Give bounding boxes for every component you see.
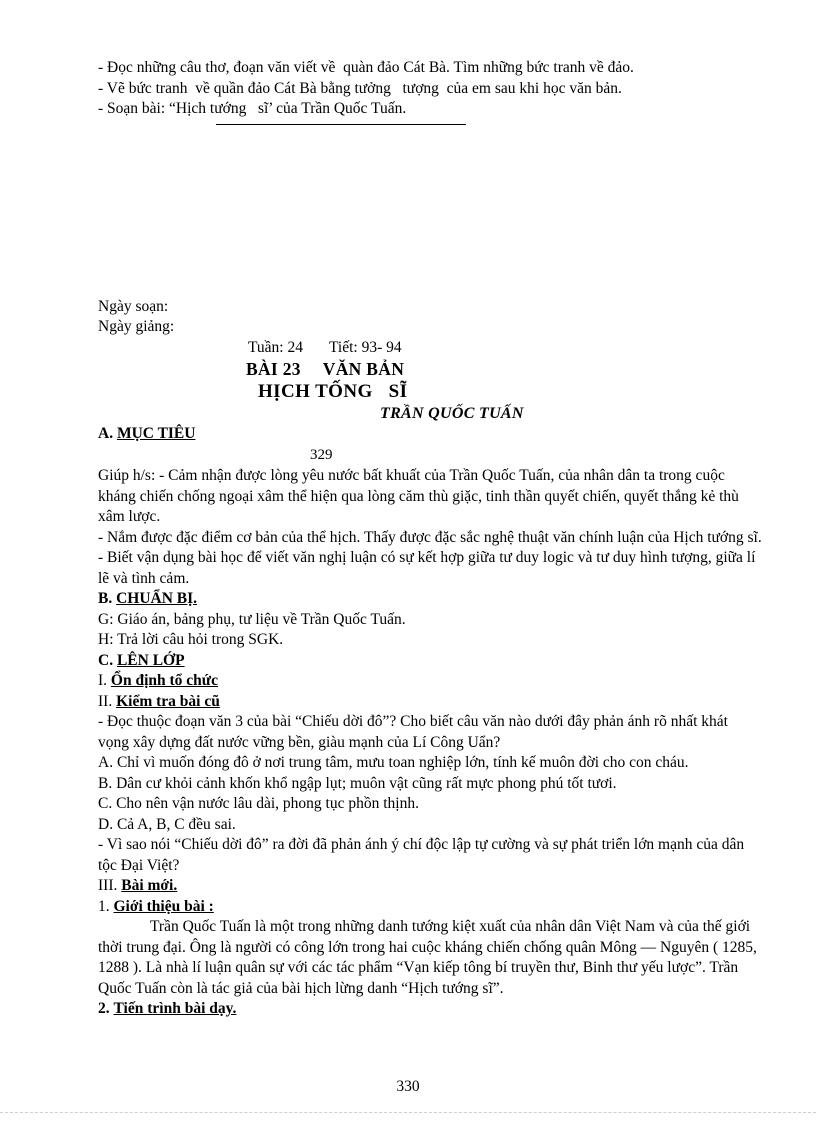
doc-type-label: VĂN BẢN — [322, 358, 405, 379]
author-line: TRẦN QUỐC TUẤN — [380, 404, 524, 422]
week-period-line — [248, 338, 762, 358]
subsection-ii-title: Kiểm tra bài cũ — [116, 692, 220, 710]
date-block — [98, 297, 762, 338]
top-note-line: - Soạn bài: “Hịch tướng sĩ’ của Trần Quốc Tuấn. — [98, 100, 407, 117]
bottom-divider — [0, 1112, 816, 1113]
title-tail: SĨ — [388, 380, 408, 402]
subsection-1-label: 1. — [98, 897, 110, 915]
inner-page-number: 329 — [310, 447, 333, 463]
section-b — [98, 589, 762, 610]
subsection-iii — [98, 876, 762, 897]
section-a-label: A. — [98, 424, 114, 442]
section-b-paragraph: H: Trả lời câu hỏi trong SGK. — [98, 631, 284, 648]
subsection-iii-label: III. — [98, 877, 118, 894]
subsection-1-title: Giới thiệu bài : — [113, 897, 214, 915]
section-c — [98, 651, 762, 672]
period-label: Tiết: 93- 94 — [328, 338, 402, 356]
section-a-paragraph: - Biết vận dụng bài học để viết văn nghị luận có sự kết hợp giữa tư duy logic và tư duy hình tượng, giữa lí lẽ và tình cảm. — [98, 549, 756, 587]
date-soan-line: Ngày soạn: — [98, 297, 169, 315]
intro-paragraph-text: Trần Quốc Tuấn là một trong những danh tướng kiệt xuất của nhân dân Việt Nam và của thế giới thời trung đại. Ông là người có công lớn trong hai cuộc kháng chiến chống quân Mông — Nguyên ( 1285, 1288 ). Là nhà lí luận quân sự với các tác phẩm “Vạn kiếp tông bí truyền thư, Binh thư yếu lược”. Trần Quốc Tuấn còn là tác giả của bài hịch lừng danh “Hịch tướng sĩ”. — [98, 918, 757, 997]
title-line — [258, 380, 762, 403]
blank-space — [98, 125, 762, 297]
section-a — [98, 424, 762, 445]
page-number-footer: 330 — [396, 1078, 420, 1095]
document-body — [98, 58, 762, 1020]
lesson-label: BÀI 23 — [246, 358, 301, 379]
subsection-2-label: 2. — [98, 1000, 110, 1017]
lesson-heading-line — [246, 358, 762, 380]
subsection-2-title: Tiến trình bài dạy. — [113, 1000, 237, 1017]
date-giang-line: Ngày giảng: — [98, 318, 175, 335]
subsection-2 — [98, 999, 762, 1020]
answer-option-a: A. Chỉ vì muốn đóng đô ở nơi trung tâm, mưu toan nghiệp lớn, tính kế muôn đời cho con cháu. — [98, 754, 689, 771]
title-main: HỊCH TỐNG — [258, 380, 373, 402]
question-paragraph: - Đọc thuộc đoạn văn 3 của bài “Chiếu dời đô”? Cho biết câu văn nào dưới đây phản ánh rõ nhất khát vọng xây dựng đất nước vững bền, giàu mạnh của Lí Công Uẩn? — [98, 713, 728, 751]
question-paragraph: - Vì sao nói “Chiếu dời đô” ra đời đã phản ánh ý chí độc lập tự cường và sự phát triển lớn mạnh của dân tộc Đại Việt? — [98, 836, 745, 874]
top-note-line: - Đọc những câu thơ, đoạn văn viết về quàn đảo Cát Bà. Tìm những bức tranh về đảo. — [98, 59, 634, 76]
section-a-paragraph: Giúp h/s: - Cảm nhận được lòng yêu nước bất khuất của Trần Quốc Tuấn, của nhân dân ta trong cuộc kháng chiến chống ngoại xâm thể hiện qua lòng căm thù giặc, tinh thần quyết chiến, quyết thắng kẻ thù xâm lược. — [98, 467, 739, 525]
section-c-label: C. — [98, 651, 114, 669]
answer-option-c: C. Cho nên vận nước lâu dài, phong tục phồn thịnh. — [98, 795, 419, 812]
top-note-line: - Vẽ bức tranh về quần đảo Cát Bà bằng tưởng tượng của em sau khi học văn bản. — [98, 79, 622, 97]
section-a-paragraph: - Nắm được đặc điểm cơ bản của thể hịch. Thấy được đặc sắc nghệ thuật văn chính luận của Hịch tướng sĩ. — [98, 528, 762, 546]
answer-option-b: B. Dân cư khỏi cảnh khốn khổ ngập lụt; muôn vật cũng rất mực phong phú tốt tươi. — [98, 774, 617, 792]
section-b-paragraph: G: Giáo án, bảng phụ, tư liệu về Trần Quốc Tuấn. — [98, 610, 406, 628]
intro-paragraph — [98, 917, 762, 999]
subsection-i-label: I. — [98, 672, 108, 689]
subsection-i-title: Ổn định tổ chức — [110, 672, 218, 689]
subsection-ii — [98, 692, 762, 713]
week-label: Tuần: 24 — [248, 338, 303, 356]
subsection-i — [98, 671, 762, 692]
section-a-title: MỤC TIÊU — [116, 424, 196, 442]
subsection-1 — [98, 897, 762, 918]
subsection-ii-label: II. — [98, 692, 113, 710]
section-c-title: LÊN LỚP — [116, 651, 185, 669]
section-b-label: B. — [98, 590, 113, 607]
subsection-iii-title: Bài mới. — [121, 877, 178, 894]
answer-option-d: D. Cả A, B, C đều sai. — [98, 815, 236, 833]
section-b-title: CHUẨN BỊ. — [116, 590, 198, 607]
